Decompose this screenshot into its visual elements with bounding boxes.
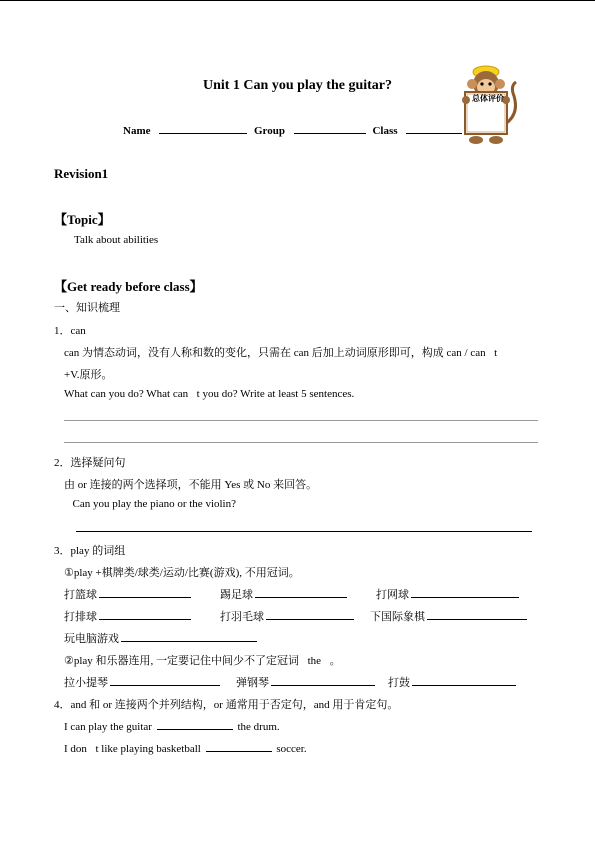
class-label: Class [372,125,398,137]
name-field[interactable] [159,122,247,134]
fill-blank[interactable] [110,674,220,686]
fill-blank[interactable] [266,608,354,620]
phrase-piano: 弹钢琴 [236,674,377,690]
top-border [0,0,595,1]
answer-line[interactable] [76,531,532,532]
phrase-soccer: 踢足球 [220,586,349,602]
revision-heading: Revision1 [54,166,109,181]
item3-sub2: ②play 和乐器连用, 一定要记住中间少不了定冠词 the 。 [64,655,341,667]
item2-line3:   [64,520,73,532]
fill-blank[interactable] [411,586,519,598]
topic-text: Talk about abilities [74,234,159,246]
page-title: Unit 1 Can you play the guitar? [202,78,393,93]
phrase-tennis: 打网球 [376,586,521,602]
fill-blank[interactable] [412,674,516,686]
student-info-line [123,122,462,137]
phrase-computer-games: 玩电脑游戏 [64,630,259,646]
fill-blank[interactable] [255,586,347,598]
item1-title: 1．can [54,325,86,337]
item4-sentence1: I can play the guitar the drum. [64,718,280,733]
ready-heading: 【Get ready before class】 [54,279,203,294]
item4-title: 4．and 和 or 连接两个并列结构，or 通常用于否定句，and 用于肯定句。 [54,699,399,711]
fill-blank[interactable] [271,674,375,686]
topic-heading: 【Topic】 [54,212,111,227]
phrase-violin: 拉小提琴 [64,674,222,690]
section-title: 一、知识梳理 [54,302,120,314]
item4-sentence2: I don t like playing basketball soccer. [64,740,307,755]
fill-blank[interactable] [99,608,191,620]
group-label: Group [254,125,285,137]
item3-sub1: ①play +棋牌类/球类/运动/比赛(游戏), 不用冠词。 [64,567,300,579]
item2-title: 2．选择疑问句 [54,457,126,469]
fill-blank[interactable] [99,586,191,598]
fill-blank[interactable] [157,718,233,730]
item1-line2: +V.原形。 [64,369,113,381]
group-field[interactable] [294,122,366,134]
answer-line[interactable] [64,420,538,421]
item3-title: 3．play 的词组 [54,545,126,557]
phrase-chess: 下国际象棋 [370,608,529,624]
fill-blank[interactable] [121,630,257,642]
phrase-badminton: 打羽毛球 [220,608,356,624]
phrase-basketball: 打篮球 [64,586,193,602]
badge-text: 总体评价 [472,94,504,103]
item1-line3: What can you do? What can t you do? Write at least 5 sentences. [64,388,355,400]
fill-blank[interactable] [206,740,272,752]
class-field[interactable] [406,122,462,134]
phrase-drums: 打鼓 [388,674,518,690]
item2-line1: 由 or 连接的两个选择项，不能用 Yes 或 No 来回答。 [64,479,318,491]
answer-line[interactable] [64,442,538,443]
name-label: Name [123,125,151,137]
item1-line1: can 为情态动词，没有人称和数的变化，只需在 can 后加上动词原形即可，构成 can / can t [64,347,498,359]
item2-line2:  Can you play the piano or the violin? [64,498,236,510]
phrase-volleyball: 打排球 [64,608,193,624]
fill-blank[interactable] [427,608,527,620]
